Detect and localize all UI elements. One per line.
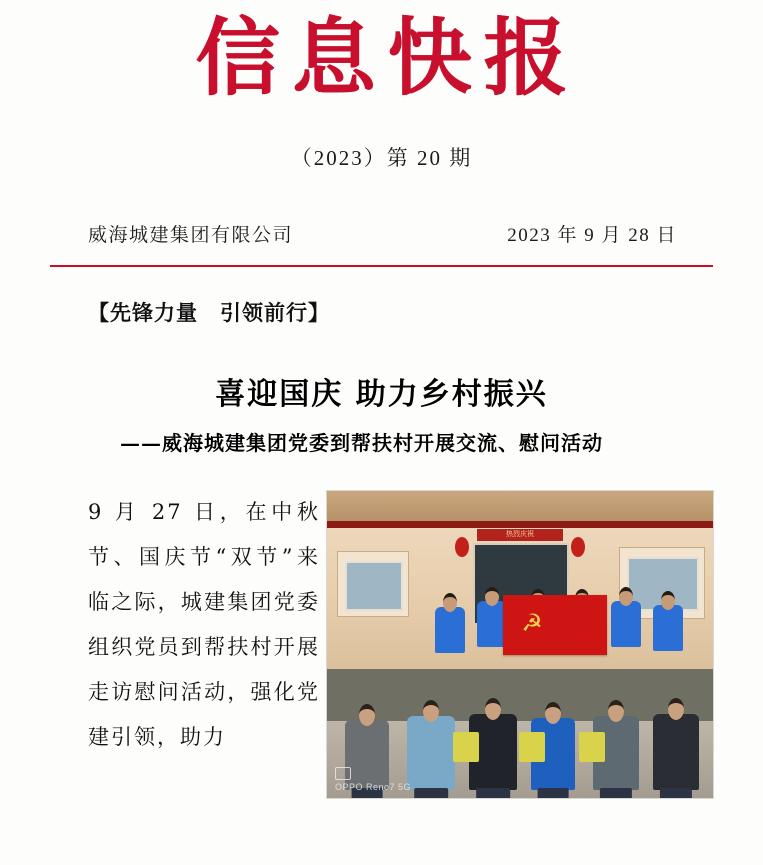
article-headline: 喜迎国庆 助力乡村振兴 [215, 377, 548, 413]
photo-window [345, 561, 403, 611]
photo-watermark: OPPO Reno7 5G [335, 782, 412, 793]
photo-person [407, 716, 455, 790]
photo-person [435, 607, 465, 653]
info-row [0, 220, 763, 247]
photo-person [345, 720, 389, 790]
photo-party-flag [503, 595, 607, 655]
hammer-sickle-icon: ☭ [521, 611, 543, 638]
header-divider [50, 265, 713, 267]
photo-person [653, 714, 699, 790]
masthead [0, 0, 763, 107]
photo-gift-bag [519, 732, 545, 762]
photo-banner: 热烈庆祝 [477, 529, 563, 541]
camera-icon [335, 767, 351, 780]
article-paragraph: 9 月 27 日，在中秋节、国庆节“双节”来临之际，城建集团党委组织党员到帮扶村开展走访慰问活动，强化党建引领，助力 [88, 500, 320, 750]
article-photo [326, 490, 714, 799]
organization-name: 威海城建集团有限公司 [88, 225, 294, 247]
photo-person [653, 605, 683, 651]
article-body-area [0, 490, 763, 799]
article-subheadline: ——威海城建集团党委到帮扶村开展交流、慰问活动 [120, 431, 603, 456]
photo-person [611, 601, 641, 647]
publication-title: 信息快报 [195, 8, 580, 107]
photo-gift-bag [579, 732, 605, 762]
photo-roof-stripe [327, 521, 713, 528]
column-heading: 【先锋力量 引领前行】 [88, 300, 330, 326]
photo-gift-bag [453, 732, 479, 762]
publication-date: 2023 年 9 月 28 日 [507, 225, 677, 247]
issue-number: （2023）第 20 期 [290, 146, 473, 171]
photo-roof [327, 491, 713, 525]
